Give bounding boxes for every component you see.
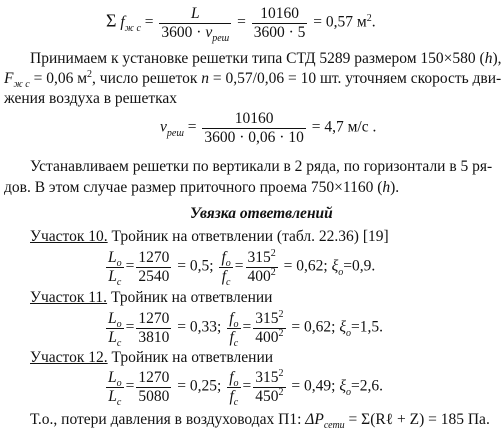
para2-line2-text: дов. В этом случае размер приточного проема 750×1160 ( bbox=[4, 179, 383, 196]
section-11-desc: Тройник на ответвлении bbox=[107, 289, 273, 306]
f-c-sub: с bbox=[233, 396, 239, 408]
l-o bbox=[106, 311, 124, 329]
section-11-label: Участок 11. bbox=[30, 289, 108, 306]
section-10-heading bbox=[30, 229, 389, 245]
f-den-sup: 2 bbox=[278, 327, 284, 339]
fraction-denominator bbox=[159, 23, 231, 44]
final-dp-sub: сети bbox=[323, 420, 345, 431]
para1-area-sup: 2 bbox=[87, 69, 93, 80]
f-c bbox=[227, 387, 240, 408]
result-value: = 0,57 м bbox=[313, 13, 367, 31]
f-o-sub: о bbox=[233, 319, 239, 330]
fraction-l-over-v bbox=[159, 5, 231, 44]
result-tail: . bbox=[371, 13, 376, 31]
section-11-l-values bbox=[136, 311, 171, 345]
f-o bbox=[219, 250, 232, 268]
para1-line1-end: ), bbox=[492, 50, 502, 67]
xi-sub: о bbox=[345, 327, 351, 339]
final-sum: Σ(Rℓ + Z) bbox=[361, 411, 425, 428]
para1-count-value: = 0,57/0,06 = 10 шт. уточняем скорость дви- bbox=[209, 70, 502, 87]
final-summary bbox=[30, 411, 490, 431]
l-c bbox=[106, 267, 124, 288]
l-c bbox=[106, 387, 124, 408]
section-11-heading bbox=[30, 290, 272, 306]
section-10-l-ratio bbox=[106, 249, 124, 288]
fraction-numerator: L bbox=[159, 6, 231, 24]
f-den-sup: 2 bbox=[270, 266, 276, 278]
f-o-symbol: f bbox=[229, 310, 234, 327]
result-superscript: 2 bbox=[366, 12, 372, 24]
xi-symbol: ξ bbox=[339, 377, 346, 395]
f-den-val: 450 bbox=[255, 387, 279, 405]
section-10-f-ratio bbox=[219, 249, 232, 288]
xi-symbol: ξ bbox=[339, 318, 346, 336]
f-o-sub: о bbox=[225, 258, 231, 269]
f-den bbox=[253, 329, 285, 346]
l-den: 2540 bbox=[138, 267, 170, 285]
section-10-label: Участок 10. bbox=[30, 228, 108, 245]
eq2-result: = 4,7 м/с . bbox=[311, 118, 377, 136]
equals-sign: = bbox=[144, 13, 154, 31]
eq2-denominator: 3600 · 0,06 · 10 bbox=[204, 128, 304, 146]
l-den: 5080 bbox=[138, 387, 170, 405]
f-c-sub: с bbox=[226, 276, 231, 288]
f-num bbox=[253, 311, 285, 329]
f-o bbox=[227, 311, 240, 329]
f-variable: f bbox=[120, 13, 125, 31]
den-coefficient: 3600 · bbox=[161, 23, 206, 41]
para1-count-label: , число решеток bbox=[92, 70, 202, 87]
l-c-sub: с bbox=[116, 337, 122, 349]
l-o-symbol: L bbox=[108, 310, 117, 327]
para2-line2-end: ). bbox=[390, 179, 400, 196]
section-11-f-ratio bbox=[227, 310, 240, 349]
equals-sign-2: = bbox=[237, 13, 246, 31]
eq2-numerator: 10160 bbox=[202, 111, 305, 129]
f-c-symbol: f bbox=[229, 387, 234, 405]
section-12-desc: Тройник на ответвлении bbox=[107, 349, 274, 366]
f-o-sub: о bbox=[233, 378, 239, 389]
l-num: 1270 bbox=[138, 369, 170, 386]
f-result: = 0,62; bbox=[279, 257, 328, 275]
f-o-symbol: f bbox=[229, 369, 234, 386]
para1-line1 bbox=[30, 51, 502, 67]
eq2-v-subscript: реш bbox=[166, 127, 184, 139]
f-result: = 0,49; bbox=[287, 377, 336, 395]
equation-velocity bbox=[160, 111, 376, 145]
xi-symbol: ξ bbox=[331, 257, 339, 275]
section-12-f-values bbox=[253, 370, 285, 404]
section-10-formula: $\frac{L_о}{L_с}$ = $\frac{1270}{2540}$ = 0,5; $\frac{f_о}{f_с}$ = $\frac{315^2}{400^2}$ = 0,62; $\xi_о=0,9$. bbox=[108, 248, 376, 288]
section-11-l-ratio bbox=[106, 310, 124, 349]
f-o bbox=[227, 370, 240, 388]
xi-result: =0,9. bbox=[343, 257, 376, 275]
xi-sub: о bbox=[338, 266, 344, 278]
section-12-l-ratio bbox=[106, 369, 124, 408]
den-velocity-subscript: реш bbox=[212, 32, 230, 44]
fraction-numerator-2: 10160 bbox=[252, 6, 308, 24]
f-den bbox=[246, 268, 278, 285]
section-10-desc: Тройник на ответвлении (табл. 22.36) [19] bbox=[107, 228, 389, 245]
f-o-symbol: f bbox=[221, 249, 226, 266]
section-11-formula: $\frac{L_о}{L_с}$ = $\frac{1270}{3810}$ = 0,33; $\frac{f_о}{f_с}$ = $\frac{315^2}{400^2}$ = 0,62; $\xi_о=1,5$. bbox=[108, 309, 383, 349]
final-text: Т.о., потери давления в воздуховодах П1: bbox=[30, 411, 306, 428]
l-o-sub: о bbox=[116, 378, 122, 389]
l-c-symbol: L bbox=[108, 328, 117, 346]
eq2-equals: = bbox=[183, 118, 201, 136]
para2-line2 bbox=[4, 180, 399, 196]
section-12-formula: $\frac{L_о}{L_с}$ = $\frac{1270}{5080}$ = 0,25; $\frac{f_о}{f_с}$ = $\frac{315^2}{450^2}$ = 0,49; $\xi_о=2,6$. bbox=[108, 368, 383, 408]
f-result: = 0,62; bbox=[287, 318, 336, 336]
para2-h: h bbox=[382, 179, 391, 196]
final-equals: = bbox=[344, 411, 362, 428]
l-c bbox=[106, 328, 124, 349]
fraction-numeric bbox=[252, 6, 308, 40]
l-o-symbol: L bbox=[108, 249, 117, 266]
f-den-val: 400 bbox=[255, 328, 279, 346]
l-result: = 0,25; bbox=[173, 377, 222, 395]
xi-result: =2,6. bbox=[350, 377, 383, 395]
fraction-denominator-2: 3600 · 5 bbox=[253, 23, 306, 41]
l-c-sub: с bbox=[116, 396, 122, 408]
section-10-l-values bbox=[136, 250, 171, 284]
l-o-sub: о bbox=[116, 319, 122, 330]
f-den bbox=[253, 388, 285, 405]
section-title: Увязка ответвлений bbox=[190, 205, 333, 222]
l-den: 3810 bbox=[138, 328, 170, 346]
f-c-sub: с bbox=[233, 337, 239, 349]
eq2-v: v bbox=[160, 118, 167, 136]
f-num-sup: 2 bbox=[278, 309, 284, 320]
f-c-symbol: f bbox=[221, 267, 227, 285]
l-o-sub: о bbox=[116, 258, 122, 269]
l-result: = 0,5; bbox=[173, 257, 214, 275]
f-num-val: 315 bbox=[247, 249, 271, 266]
section-11-f-values bbox=[253, 311, 285, 345]
f-num bbox=[253, 370, 285, 388]
l-result: = 0,33; bbox=[173, 318, 222, 336]
f-c-symbol: f bbox=[229, 328, 234, 346]
final-result: = 185 Па. bbox=[424, 411, 490, 428]
para2-line1 bbox=[30, 159, 492, 175]
sigma-symbol: Σ bbox=[106, 10, 117, 31]
xi-sub: о bbox=[345, 386, 351, 398]
l-num: 1270 bbox=[138, 310, 170, 327]
l-c-symbol: L bbox=[108, 267, 117, 285]
f-den-val: 400 bbox=[247, 267, 271, 285]
para1-n: n bbox=[201, 70, 210, 87]
f-den-sup: 2 bbox=[278, 386, 284, 398]
para2-line1-text: Устанавливаем решетки по вертикали в 2 ряда, по горизонтали в 5 ря- bbox=[30, 158, 493, 175]
para1-area: = 0,06 м bbox=[29, 70, 88, 87]
eq2-fraction bbox=[202, 111, 305, 145]
l-o bbox=[106, 250, 124, 268]
l-c-symbol: L bbox=[108, 387, 117, 405]
section-12-l-values bbox=[136, 370, 171, 404]
l-c-sub: с bbox=[116, 276, 122, 288]
section-10-f-values bbox=[246, 250, 278, 284]
f-num-val: 315 bbox=[255, 310, 279, 327]
para1-line1-text: Принимаем к установке решетки типа СТД 5289 размером 150×580 ( bbox=[30, 50, 485, 67]
para1-line2 bbox=[4, 69, 502, 90]
para1-f: F bbox=[4, 70, 14, 87]
para1-line3 bbox=[4, 91, 177, 107]
para1-f-subscript: ж с bbox=[13, 79, 30, 90]
para1-h: h bbox=[484, 50, 493, 67]
f-c bbox=[227, 328, 240, 349]
f-num-val: 315 bbox=[255, 369, 279, 386]
section-12-f-ratio bbox=[227, 369, 240, 408]
den-velocity: v bbox=[205, 23, 213, 41]
l-num: 1270 bbox=[138, 249, 170, 266]
f-num bbox=[246, 250, 278, 268]
f-num-sup: 2 bbox=[270, 248, 276, 259]
f-num-sup: 2 bbox=[278, 368, 284, 379]
xi-result: =1,5. bbox=[350, 318, 383, 336]
equation-total-area bbox=[106, 5, 376, 44]
section-12-heading bbox=[30, 350, 273, 366]
para1-line3-text: жения воздуха в решетках bbox=[4, 90, 178, 107]
l-o bbox=[106, 370, 124, 388]
section-12-label: Участок 12. bbox=[30, 349, 108, 366]
final-dp: ΔP bbox=[305, 411, 324, 428]
f-c bbox=[219, 267, 232, 288]
f-subscript: ж с bbox=[124, 22, 141, 34]
l-o-symbol: L bbox=[108, 369, 117, 386]
